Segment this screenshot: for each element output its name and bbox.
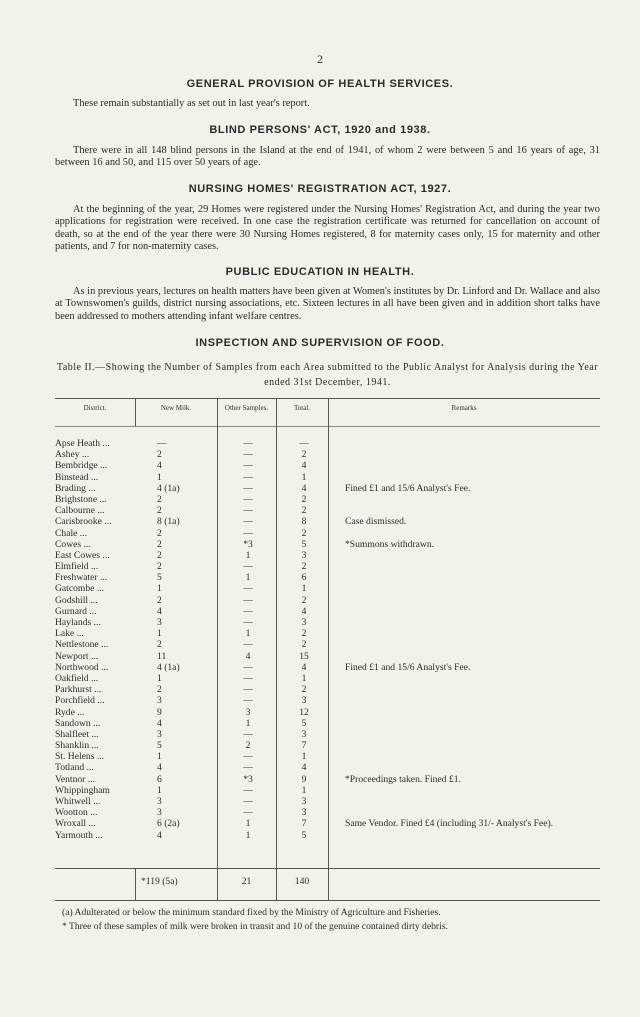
new-milk-cell: 2 xyxy=(157,549,162,561)
table-row xyxy=(55,740,600,751)
table-row xyxy=(55,785,600,796)
para-blind-persons: There were in all 148 blind persons in the Island at the end of 1941, of whom 2 were between 5 and 16 years of age, 31 between 16 and 50, and 115 over 50 years of age. xyxy=(55,145,600,169)
new-milk-cell: 3 xyxy=(157,796,162,807)
total-cell: 2 xyxy=(301,628,307,640)
total-cell: 5 xyxy=(301,717,307,729)
other-samples-cell: — xyxy=(243,438,253,449)
other-samples-cell: — xyxy=(243,796,253,807)
district-cell: Whippingham xyxy=(55,784,110,796)
table-row xyxy=(55,595,600,606)
table-row xyxy=(55,830,600,841)
table-body xyxy=(55,438,600,841)
total-cell: 3 xyxy=(301,549,307,561)
other-samples-cell: 2 xyxy=(245,740,251,752)
district-cell: Calbourne ... xyxy=(55,505,105,517)
district-cell: Haylands ... xyxy=(55,617,101,628)
table-row xyxy=(55,606,600,617)
district-cell: Gatcombe ... xyxy=(55,583,105,595)
table-row xyxy=(55,796,600,807)
table-row xyxy=(55,472,600,483)
para-general-provision: These remain substantially as set out in last year's report. xyxy=(73,98,310,109)
district-cell: Godshill ... xyxy=(55,594,98,606)
new-milk-cell: 11 xyxy=(157,650,167,662)
table-row xyxy=(55,528,600,539)
other-samples-cell: — xyxy=(243,471,253,483)
table-row xyxy=(55,494,600,505)
total-cell: 3 xyxy=(301,807,307,819)
district-cell: Shanklin ... xyxy=(55,740,99,752)
new-milk-cell: 2 xyxy=(157,639,162,651)
para-public-education: As in previous years, lectures on health matters have been given at Women's institutes by Dr. Linford and Dr. Wallace and also at Townswomen's guilds, district nursing associations, etc. Sixteen lectures in all have been given and in addition short talks have been addressed to mothers attending infant welfare centres. xyxy=(55,286,600,322)
total-cell: 3 xyxy=(301,728,307,740)
table-row xyxy=(55,583,600,594)
other-samples-cell: *3 xyxy=(243,538,253,550)
district-cell: Chale ... xyxy=(55,527,87,539)
heading-public-education: PUBLIC EDUCATION IN HEALTH. xyxy=(225,266,415,278)
table-row xyxy=(55,762,600,773)
new-milk-cell: 2 xyxy=(157,561,162,573)
table-row xyxy=(55,818,600,829)
table-row xyxy=(55,628,600,639)
table-row xyxy=(55,718,600,729)
other-samples-cell: — xyxy=(243,583,253,595)
district-cell: Apse Heath ... xyxy=(55,438,110,449)
remarks-cell: Case dismissed. xyxy=(345,516,407,528)
other-samples-cell: — xyxy=(243,605,253,617)
table-row xyxy=(55,572,600,583)
other-samples-cell: — xyxy=(243,449,253,461)
header-other-samples: Other Samples. xyxy=(224,404,269,412)
total-cell: 2 xyxy=(301,684,307,696)
table-row xyxy=(55,695,600,706)
district-cell: Oakfield ... xyxy=(55,672,99,684)
district-cell: Yarmouth ... xyxy=(55,829,103,841)
total-cell: 4 xyxy=(301,605,307,617)
total-cell: 2 xyxy=(301,594,307,606)
district-cell: Bembridge ... xyxy=(55,460,108,472)
other-samples-cell: — xyxy=(243,684,253,696)
district-cell: Ventnor ... xyxy=(55,773,95,785)
other-samples-cell: — xyxy=(243,617,253,628)
table-row xyxy=(55,505,600,516)
table-row xyxy=(55,460,600,471)
district-cell: Gurnard ... xyxy=(55,605,97,617)
other-samples-cell: — xyxy=(243,728,253,740)
other-samples-cell: — xyxy=(243,527,253,539)
total-cell: 12 xyxy=(299,706,309,718)
total-all: 140 xyxy=(294,876,310,887)
total-cell: 3 xyxy=(301,617,307,628)
total-cell: 7 xyxy=(301,818,307,830)
col-divider-1-footer xyxy=(135,868,136,900)
district-cell: Carisbrooke ... xyxy=(55,516,112,528)
total-cell: 3 xyxy=(301,796,307,807)
new-milk-cell: 4 (1a) xyxy=(157,482,180,494)
table-row xyxy=(55,807,600,818)
total-cell: 1 xyxy=(301,751,307,763)
other-samples-cell: 4 xyxy=(245,650,251,662)
new-milk-cell: 5 xyxy=(157,740,162,752)
total-cell: 2 xyxy=(301,493,307,505)
other-samples-cell: — xyxy=(243,639,253,651)
table-bottom-rule xyxy=(55,900,600,901)
other-samples-cell: — xyxy=(243,505,253,517)
new-milk-cell: 3 xyxy=(157,695,162,707)
total-cell: 4 xyxy=(301,482,307,494)
table-row xyxy=(55,639,600,650)
header-total: Total. xyxy=(293,404,311,412)
new-milk-cell: 6 xyxy=(157,773,162,785)
heading-inspection-food: INSPECTION AND SUPERVISION OF FOOD. xyxy=(195,337,445,349)
district-cell: Binstead ... xyxy=(55,471,99,483)
district-cell: Parkhurst ... xyxy=(55,684,102,696)
new-milk-cell: 9 xyxy=(157,706,162,718)
remarks-cell: Fined £1 and 15/6 Analyst's Fee. xyxy=(345,661,471,673)
new-milk-cell: 2 xyxy=(157,505,162,517)
district-cell: Wroxall ... xyxy=(55,818,96,830)
other-samples-cell: — xyxy=(243,762,253,774)
remarks-cell: Same Vendor. Fined £4 (including 31/- Analyst's Fee). xyxy=(345,818,554,830)
table-row xyxy=(55,449,600,460)
table-row xyxy=(55,651,600,662)
footnote-adulterated: (a) Adulterated or below the minimum standard fixed by the Ministry of Agriculture and Fisheries. xyxy=(62,907,441,918)
remarks-cell: *Proceedings taken. Fined £1. xyxy=(345,773,461,785)
other-samples-cell: — xyxy=(243,661,253,673)
district-cell: Freshwater ... xyxy=(55,572,108,584)
total-cell: 1 xyxy=(301,471,307,483)
header-remarks: Remarks xyxy=(451,404,477,412)
total-cell: 5 xyxy=(301,829,307,841)
total-cell: 1 xyxy=(301,784,307,796)
new-milk-cell: 5 xyxy=(157,572,162,584)
total-cell: 7 xyxy=(301,740,307,752)
new-milk-cell: 1 xyxy=(157,471,162,483)
heading-nursing-homes: NURSING HOMES' REGISTRATION ACT, 1927. xyxy=(188,183,452,195)
total-cell: 4 xyxy=(301,661,307,673)
district-cell: Elmfield ... xyxy=(55,561,99,573)
new-milk-cell: — xyxy=(157,438,167,449)
new-milk-cell: 4 xyxy=(157,605,162,617)
header-new-milk: New Milk. xyxy=(160,404,192,412)
total-cell: 3 xyxy=(301,695,307,707)
district-cell: Lake ... xyxy=(55,628,84,640)
table-row xyxy=(55,673,600,684)
new-milk-cell: 1 xyxy=(157,583,162,595)
table-row xyxy=(55,707,600,718)
samples-table xyxy=(55,398,600,903)
district-cell: Brading ... xyxy=(55,482,96,494)
total-cell: 2 xyxy=(301,561,307,573)
table-row xyxy=(55,751,600,762)
other-samples-cell: — xyxy=(243,594,253,606)
other-samples-cell: 1 xyxy=(245,628,251,640)
heading-general-provision: GENERAL PROVISION OF HEALTH SERVICES. xyxy=(186,78,454,90)
district-cell: Cowes ... xyxy=(55,538,91,550)
new-milk-cell: 1 xyxy=(157,751,162,763)
new-milk-cell: 2 xyxy=(157,684,162,696)
new-milk-cell: 6 (2a) xyxy=(157,818,180,830)
footnote-broken-samples: * Three of these samples of milk were broken in transit and 10 of the genuine contained dirty debris. xyxy=(62,921,448,932)
other-samples-cell: — xyxy=(243,807,253,819)
new-milk-cell: 1 xyxy=(157,628,162,640)
district-cell: Whitwell ... xyxy=(55,796,101,807)
new-milk-cell: 3 xyxy=(157,728,162,740)
total-cell: — xyxy=(299,438,309,449)
remarks-cell: Fined £1 and 15/6 Analyst's Fee. xyxy=(345,482,471,494)
district-cell: East Cowes ... xyxy=(55,549,110,561)
other-samples-cell: 1 xyxy=(245,818,251,830)
district-cell: Northwood ... xyxy=(55,661,109,673)
other-samples-cell: *3 xyxy=(243,773,253,785)
other-samples-cell: — xyxy=(243,695,253,707)
new-milk-cell: 1 xyxy=(157,672,162,684)
new-milk-cell: 4 (1a) xyxy=(157,661,180,673)
total-cell: 9 xyxy=(301,773,307,785)
table-row xyxy=(55,774,600,785)
table-row xyxy=(55,561,600,572)
other-samples-cell: 1 xyxy=(245,717,251,729)
page-number: 2 xyxy=(317,52,323,66)
other-samples-cell: 1 xyxy=(245,572,251,584)
new-milk-cell: 4 xyxy=(157,829,162,841)
district-cell: Brighstone ... xyxy=(55,493,107,505)
total-cell: 2 xyxy=(301,505,307,517)
heading-blind-persons: BLIND PERSONS' ACT, 1920 and 1938. xyxy=(209,124,431,136)
total-cell: 4 xyxy=(301,762,307,774)
other-samples-cell: — xyxy=(243,751,253,763)
new-milk-cell: 4 xyxy=(157,762,162,774)
total-new-milk: *119 (5a) xyxy=(141,876,178,887)
other-samples-cell: — xyxy=(243,784,253,796)
total-cell: 5 xyxy=(301,538,307,550)
district-cell: Totland ... xyxy=(55,762,94,774)
remarks-cell: *Summons withdrawn. xyxy=(345,538,435,550)
other-samples-cell: 1 xyxy=(245,829,251,841)
total-cell: 1 xyxy=(301,583,307,595)
district-cell: Newport ... xyxy=(55,650,99,662)
other-samples-cell: — xyxy=(243,493,253,505)
district-cell: Sandown ... xyxy=(55,717,101,729)
total-cell: 2 xyxy=(301,449,307,461)
new-milk-cell: 3 xyxy=(157,617,162,628)
total-cell: 2 xyxy=(301,639,307,651)
table-row xyxy=(55,539,600,550)
new-milk-cell: 2 xyxy=(157,594,162,606)
table-row xyxy=(55,550,600,561)
new-milk-cell: 4 xyxy=(157,460,162,472)
table-row xyxy=(55,438,600,449)
other-samples-cell: — xyxy=(243,482,253,494)
new-milk-cell: 3 xyxy=(157,807,162,819)
total-cell: 8 xyxy=(301,516,307,528)
other-samples-cell: 1 xyxy=(245,549,251,561)
new-milk-cell: 2 xyxy=(157,449,162,461)
col-divider-1-header xyxy=(135,398,136,426)
total-cell: 15 xyxy=(299,650,309,662)
table-caption: Table II.—Showing the Number of Samples from each Area submitted to the Public Analyst for Analysis during the Year ended 31st December, 1941. xyxy=(56,362,599,388)
total-cell: 4 xyxy=(301,460,307,472)
district-cell: Wootton ... xyxy=(55,807,98,819)
other-samples-cell: — xyxy=(243,561,253,573)
table-row xyxy=(55,662,600,673)
other-samples-cell: — xyxy=(243,672,253,684)
district-cell: Ryde ... xyxy=(55,706,85,718)
header-district: District. xyxy=(83,404,107,412)
other-samples-cell: 3 xyxy=(245,706,251,718)
table-row xyxy=(55,483,600,494)
table-row xyxy=(55,729,600,740)
new-milk-cell: 2 xyxy=(157,493,162,505)
other-samples-cell: — xyxy=(243,516,253,528)
total-cell: 1 xyxy=(301,672,307,684)
table-row xyxy=(55,617,600,628)
new-milk-cell: 8 (1a) xyxy=(157,516,180,528)
other-samples-cell: — xyxy=(243,460,253,472)
new-milk-cell: 1 xyxy=(157,784,162,796)
total-cell: 2 xyxy=(301,527,307,539)
district-cell: Shalfleet ... xyxy=(55,728,99,740)
new-milk-cell: 2 xyxy=(157,538,162,550)
total-other: 21 xyxy=(241,876,252,887)
district-cell: Nettlestone ... xyxy=(55,639,109,651)
district-cell: St. Helens ... xyxy=(55,751,105,763)
para-nursing-homes: At the beginning of the year, 29 Homes were registered under the Nursing Homes' Registration Act, and during the year two applications for registration were received. In one case the registration certificate was returned for cancellation on account of death, so at the end of the year there were 30 Nursing Homes registered, 8 for maternity cases only, 15 for maternity and other patients, and 7 for non-maternity cases. xyxy=(55,204,600,252)
new-milk-cell: 4 xyxy=(157,717,162,729)
total-cell: 6 xyxy=(301,572,307,584)
district-cell: Ashey ... xyxy=(55,449,90,461)
district-cell: Porchfield ... xyxy=(55,695,105,707)
table-row xyxy=(55,684,600,695)
new-milk-cell: 2 xyxy=(157,527,162,539)
table-row xyxy=(55,516,600,527)
